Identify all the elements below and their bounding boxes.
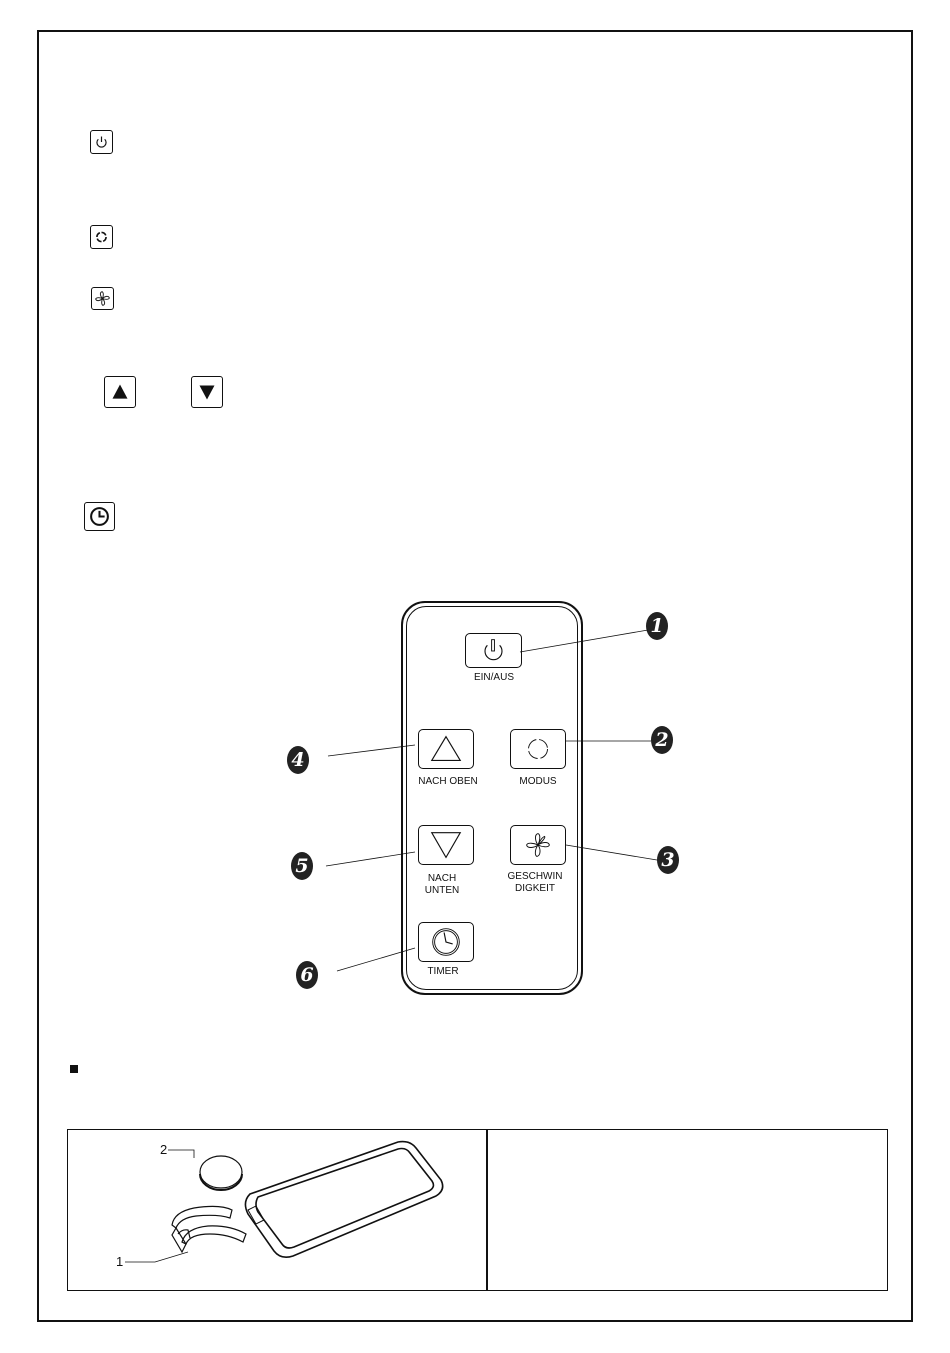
battery-installation-illustration [68, 1130, 486, 1290]
callout-badge-2: 2 [651, 726, 673, 754]
callout-badge-5: 5 [291, 852, 313, 880]
power-icon [90, 130, 113, 154]
power-button[interactable] [465, 633, 522, 668]
power-button-label: EIN/AUS [473, 672, 514, 683]
mode-icon [90, 225, 113, 249]
section-bullet [70, 1065, 78, 1073]
up-button-label: NACH OBEN [418, 776, 478, 787]
down-button[interactable] [418, 825, 474, 865]
timer-button-label: TIMER [427, 966, 459, 977]
arrow-down-icon [191, 376, 223, 408]
mode-button-label: MODUS [519, 776, 557, 787]
speed-button[interactable] [510, 825, 566, 865]
timer-button[interactable] [418, 922, 474, 962]
speed-button-label: GESCHWIN DIGKEIT [507, 871, 563, 894]
battery-installation-table [67, 1129, 888, 1291]
fan-icon [91, 287, 114, 310]
callout-badge-3: 3 [657, 846, 679, 874]
part-label-1: 1 [116, 1254, 124, 1269]
arrow-up-icon [104, 376, 136, 408]
callout-badge-1: 1 [646, 612, 668, 640]
down-button-label: NACH UNTEN [424, 873, 460, 896]
part-label-2: 2 [160, 1142, 168, 1157]
up-button[interactable] [418, 729, 474, 769]
clock-icon [84, 502, 115, 531]
callout-badge-6: 6 [296, 961, 318, 989]
callout-badge-4: 4 [287, 746, 309, 774]
mode-button[interactable] [510, 729, 566, 769]
table-divider [486, 1130, 488, 1290]
